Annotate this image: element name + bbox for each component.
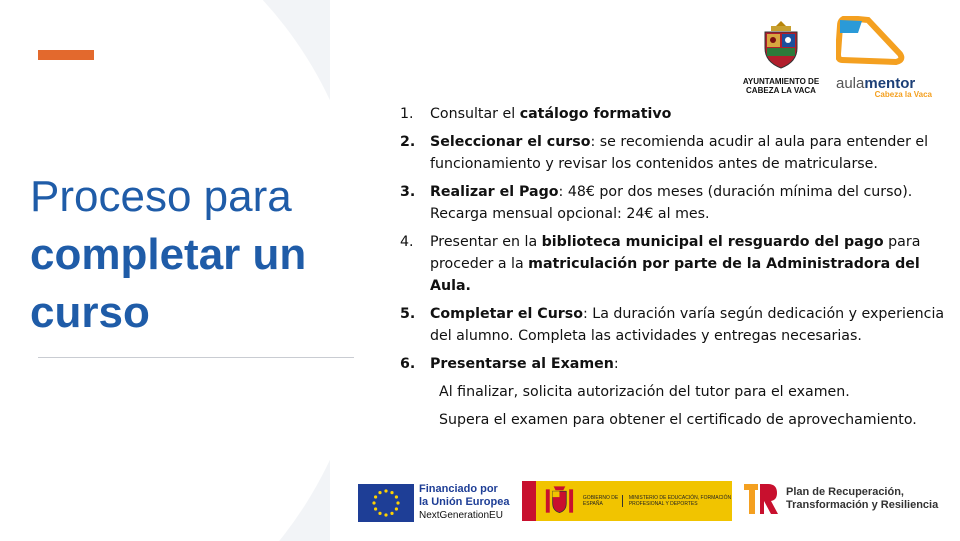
eu-line-1: Financiado por <box>419 483 498 495</box>
title-line-2: completar un <box>30 230 307 279</box>
step-number: 5. <box>400 306 416 322</box>
step-item <box>400 103 945 125</box>
step-number: 2. <box>400 134 416 150</box>
ministerio-label: MINISTERIO DE EDUCACIÓN, FORMACIÓN PROFESIONAL Y DEPORTES <box>622 495 732 507</box>
accent-bar <box>38 50 94 60</box>
step-number: 1. <box>400 106 414 122</box>
step-item <box>400 303 945 347</box>
substep-item: Supera el examen para obtener el certificado de aprovechamiento. <box>439 412 917 428</box>
eu-logo <box>358 483 509 522</box>
prtr-logo <box>742 480 938 518</box>
gobierno-logo <box>522 481 732 521</box>
ayto-line-2: CABEZA LA VACA <box>746 86 816 95</box>
aulamentor-mark-icon <box>836 16 926 72</box>
step-text: Completar el Curso: La duración varía según dedicación y experiencia del alumno. Completa las actividades y entregas necesarias. <box>430 306 945 344</box>
title-line-3: curso <box>30 288 150 337</box>
title-line-1: Proceso para <box>30 172 292 221</box>
step-number: 3. <box>400 184 416 200</box>
eu-line-2: la Unión Europea <box>419 496 510 508</box>
step-number: 4. <box>400 234 414 250</box>
step-text: Presentar en la biblioteca municipal el resguardo del pago para proceder a la matriculación por parte de la Administradora del Aula. <box>430 234 921 294</box>
prtr-line-2: Transformación y Resiliencia <box>786 499 939 511</box>
title-divider <box>38 357 354 358</box>
step-text: Realizar el Pago: 48€ por dos meses (duración mínima del curso). Recarga mensual opcional: 24€ al mes. <box>430 184 913 222</box>
prtr-line-1: Plan de Recuperación, <box>786 486 904 498</box>
prtr-mark-icon <box>742 480 780 518</box>
step-item <box>400 353 945 375</box>
aulamentor-logo <box>836 16 932 99</box>
substep-item: Al finalizar, solicita autorización del tutor para el examen. <box>439 384 850 400</box>
aula-bold: mentor <box>864 75 916 92</box>
gobierno-label: GOBIERNO DE ESPAÑA <box>582 495 619 507</box>
step-text: Seleccionar el curso: se recomienda acudir al aula para entender el funcionamiento y revisar los contenidos antes de matricularse. <box>430 134 929 172</box>
ayto-line-1: AYUNTAMIENTO DE <box>742 77 820 86</box>
step-item <box>400 131 945 175</box>
ayuntamiento-logo <box>738 18 824 95</box>
spain-coat-of-arms-icon <box>540 483 579 519</box>
step-text: Presentarse al Examen: <box>430 356 619 372</box>
footer-logos <box>0 474 960 534</box>
step-text: Consultar el catálogo formativo <box>430 106 672 122</box>
steps-list <box>400 103 945 437</box>
eu-flag-icon <box>358 484 414 522</box>
aula-light: aula <box>836 75 865 92</box>
step-number: 6. <box>400 356 416 372</box>
eu-line-3: NextGenerationEU <box>419 510 503 521</box>
coat-of-arms-icon <box>755 18 807 70</box>
step-item <box>400 181 945 225</box>
aula-sub: Cabeza la Vaca <box>874 90 932 99</box>
step-item <box>400 231 945 297</box>
slide-title <box>30 168 350 342</box>
